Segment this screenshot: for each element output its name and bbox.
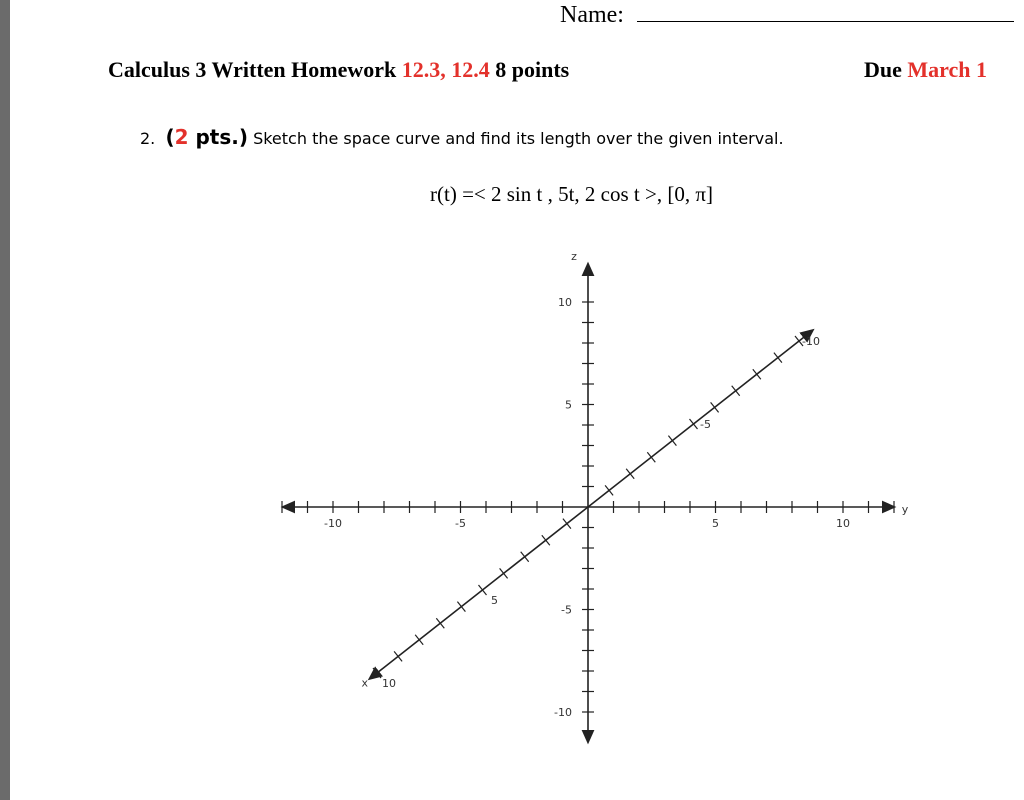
x-tick bbox=[457, 602, 465, 612]
y-axis-label: y bbox=[901, 503, 909, 516]
x-tick bbox=[732, 386, 740, 396]
x-tick bbox=[373, 668, 381, 678]
due-label: Due bbox=[864, 57, 902, 82]
x-tick bbox=[542, 535, 550, 545]
x-tick bbox=[415, 635, 423, 645]
x-tick bbox=[668, 436, 676, 446]
z-tick-label: -10 bbox=[554, 706, 572, 719]
x-tick bbox=[563, 519, 571, 529]
z-tick-label: -5 bbox=[561, 603, 572, 617]
points-total: 8 points bbox=[495, 57, 570, 82]
y-tick-label: 5 bbox=[712, 517, 719, 530]
y-tick-label: 10 bbox=[836, 517, 850, 530]
x-tick bbox=[479, 585, 487, 595]
problem-points: (2 pts.) bbox=[165, 125, 248, 149]
x-tick bbox=[605, 485, 613, 495]
x-tick bbox=[647, 452, 655, 462]
x-tick bbox=[753, 369, 761, 379]
x-tick bbox=[774, 353, 782, 363]
problem-text: Sketch the space curve and find its length over the given interval. bbox=[253, 129, 784, 148]
x-tick-label: -10 bbox=[802, 335, 820, 348]
problem-number: 2. bbox=[140, 129, 156, 148]
x-tick bbox=[521, 552, 529, 562]
course-title: Calculus 3 Written Homework bbox=[108, 57, 397, 82]
axes-group bbox=[287, 268, 890, 738]
x-tick bbox=[711, 402, 719, 412]
x-axis-negative bbox=[588, 333, 810, 507]
x-tick bbox=[690, 419, 698, 429]
x-tick bbox=[394, 651, 402, 661]
x-tick bbox=[626, 469, 634, 479]
z-tick-label: 10 bbox=[558, 296, 572, 309]
section-numbers: 12.3, 12.4 bbox=[401, 57, 490, 82]
x-tick-label: 5 bbox=[491, 594, 498, 607]
y-tick-label: -5 bbox=[455, 517, 466, 530]
z-tick-label: 5 bbox=[565, 398, 572, 412]
x-tick bbox=[436, 618, 444, 628]
x-tick-label: -5 bbox=[700, 418, 711, 431]
x-tick-label: 10 bbox=[382, 677, 396, 690]
x-axis-positive bbox=[373, 507, 588, 676]
x-tick bbox=[500, 568, 508, 578]
z-axis-label: z bbox=[571, 250, 577, 263]
x-axis-label: x bbox=[361, 676, 369, 690]
y-tick-label: -10 bbox=[324, 517, 342, 530]
curve-formula: r(t) =< 2 sin t , 5t, 2 cos t >, [0, π] bbox=[430, 182, 713, 206]
name-label: Name: bbox=[560, 2, 624, 28]
due-date-value: March 1 bbox=[907, 57, 988, 82]
